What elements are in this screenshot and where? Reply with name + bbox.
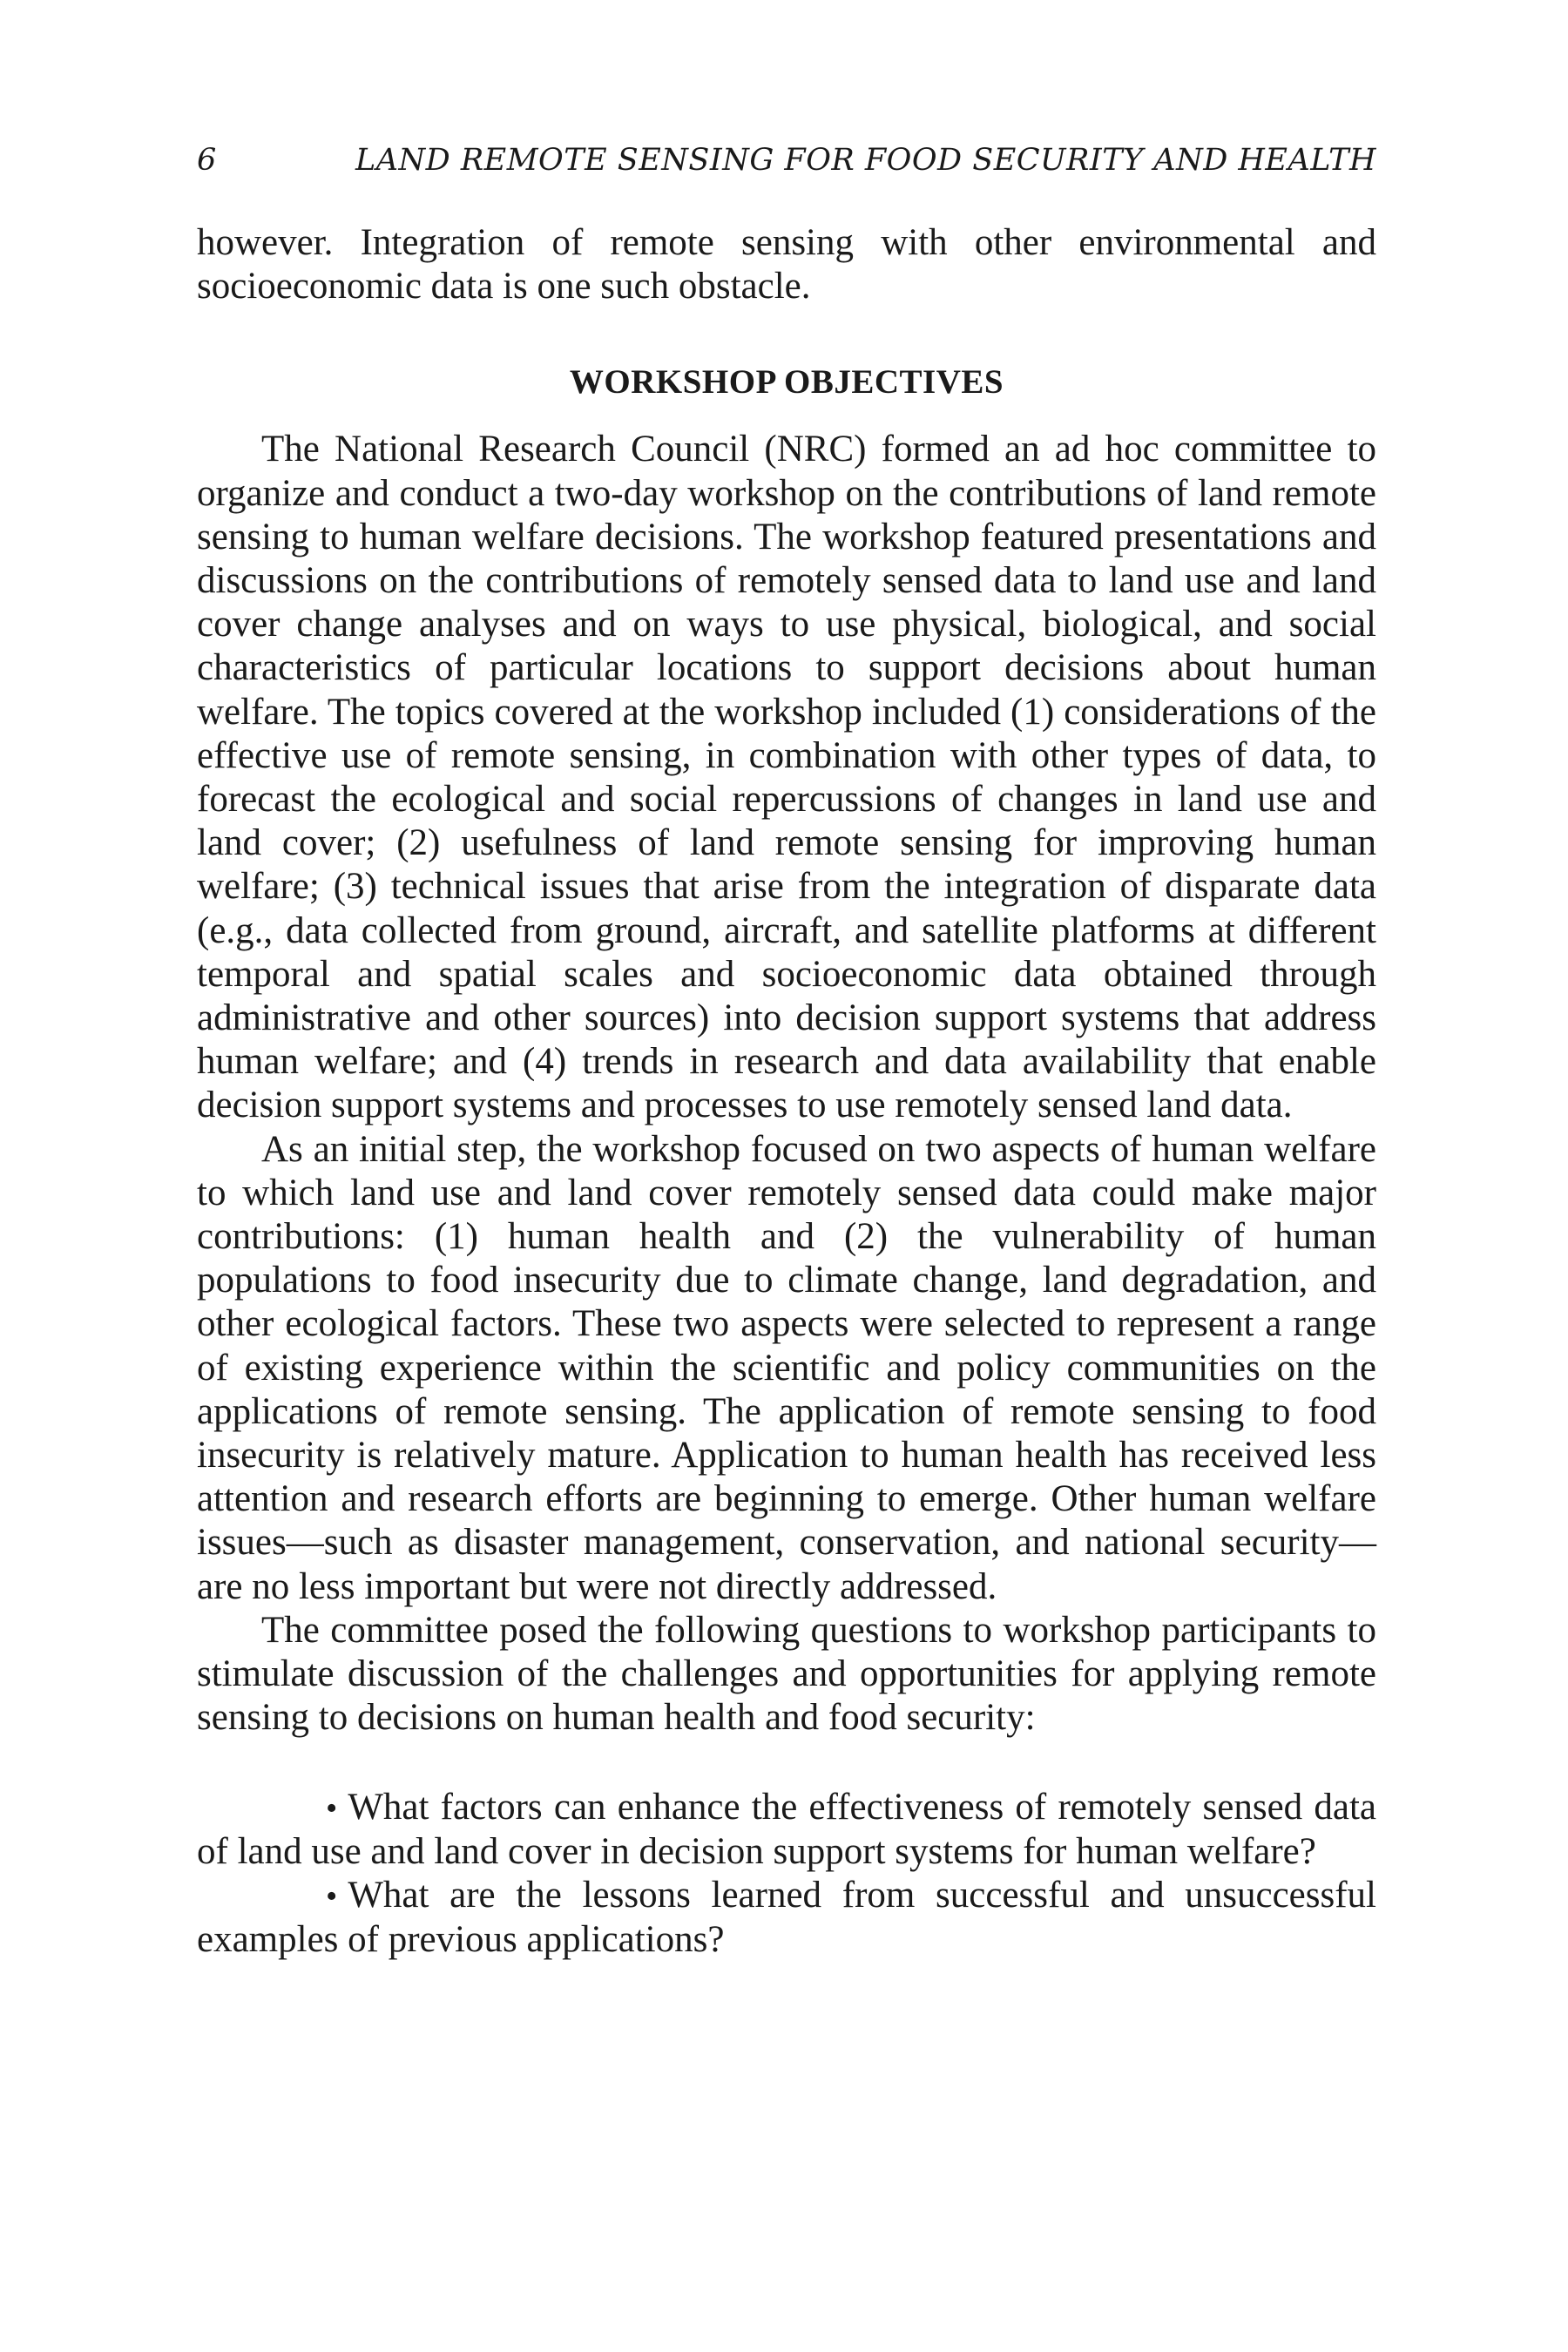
question-list	[197, 1786, 1376, 1963]
body-text	[197, 221, 1376, 1962]
list-item	[197, 1874, 1376, 1962]
question-text: What are the lessons learned from successful and unsuccessful examples of previous applications?	[197, 1874, 1376, 1961]
bullet-icon: •	[326, 1877, 338, 1915]
section-heading: WORKSHOP OBJECTIVES	[569, 363, 1004, 402]
running-header	[197, 136, 1376, 185]
page-number: 6	[197, 143, 217, 178]
paragraph-workshop-overview: The National Research Council (NRC) formed an ad hoc committee to organize and conduct a two-day workshop on the contributions of land remote sensing to human welfare decisions. The workshop featured presentations and discussions on the contributions of remotely sensed data to land use and land cover change analyses and on ways to use physical, biological, and social characteristics of particular locations to support decisions about human welfare. The topics covered at the workshop included (1) considerations of the effective use of remote sensing, in combination with other types of data, to forecast the ecological and social repercussions of changes in land use and land cover; (2) usefulness of land remote sensing for improving human welfare; (3) technical issues that arise from the integration of disparate data (e.g., data collected from ground, aircraft, and satellite platforms at different temporal and spatial scales and socioeconomic data obtained through administrative and other sources) into decision support systems that address human welfare; and (4) trends in research and data availability that enable decision support systems and processes to use remotely sensed land data.	[197, 429, 1376, 1126]
running-title: LAND REMOTE SENSING FOR FOOD SECURITY AND HEALTH	[355, 143, 1376, 178]
bullet-icon: •	[326, 1789, 338, 1827]
continued-paragraph: however. Integration of remote sensing with other environmental and socioeconomic data is one such obstacle.	[197, 222, 1376, 308]
paragraph-initial-step: As an initial step, the workshop focused on two aspects of human welfare to which land use and land cover remotely sensed data could make major contributions: (1) human health and (2) the vulnerability of human populations to food insecurity due to climate change, land degradation, and other ecological factors. These two aspects were selected to represent a range of existing experience within the scientific and policy communities on the applications of remote sensing. The application of remote sensing to food insecurity is relatively mature. Application to human health has received less attention and research efforts are beginning to emerge. Other human welfare issues—such as disaster management, conservation, and national security—are no less important but were not directly addressed.	[197, 1128, 1376, 1607]
question-text: What factors can enhance the effectiveness of remotely sensed data of land use and land cover in decision support systems for human welfare?	[197, 1786, 1376, 1872]
list-item	[197, 1786, 1376, 1874]
paragraph-committee-questions: The committee posed the following questions to workshop participants to stimulate discussion of the challenges and opportunities for applying remote sensing to decisions on human health and food security:	[197, 1609, 1376, 1739]
